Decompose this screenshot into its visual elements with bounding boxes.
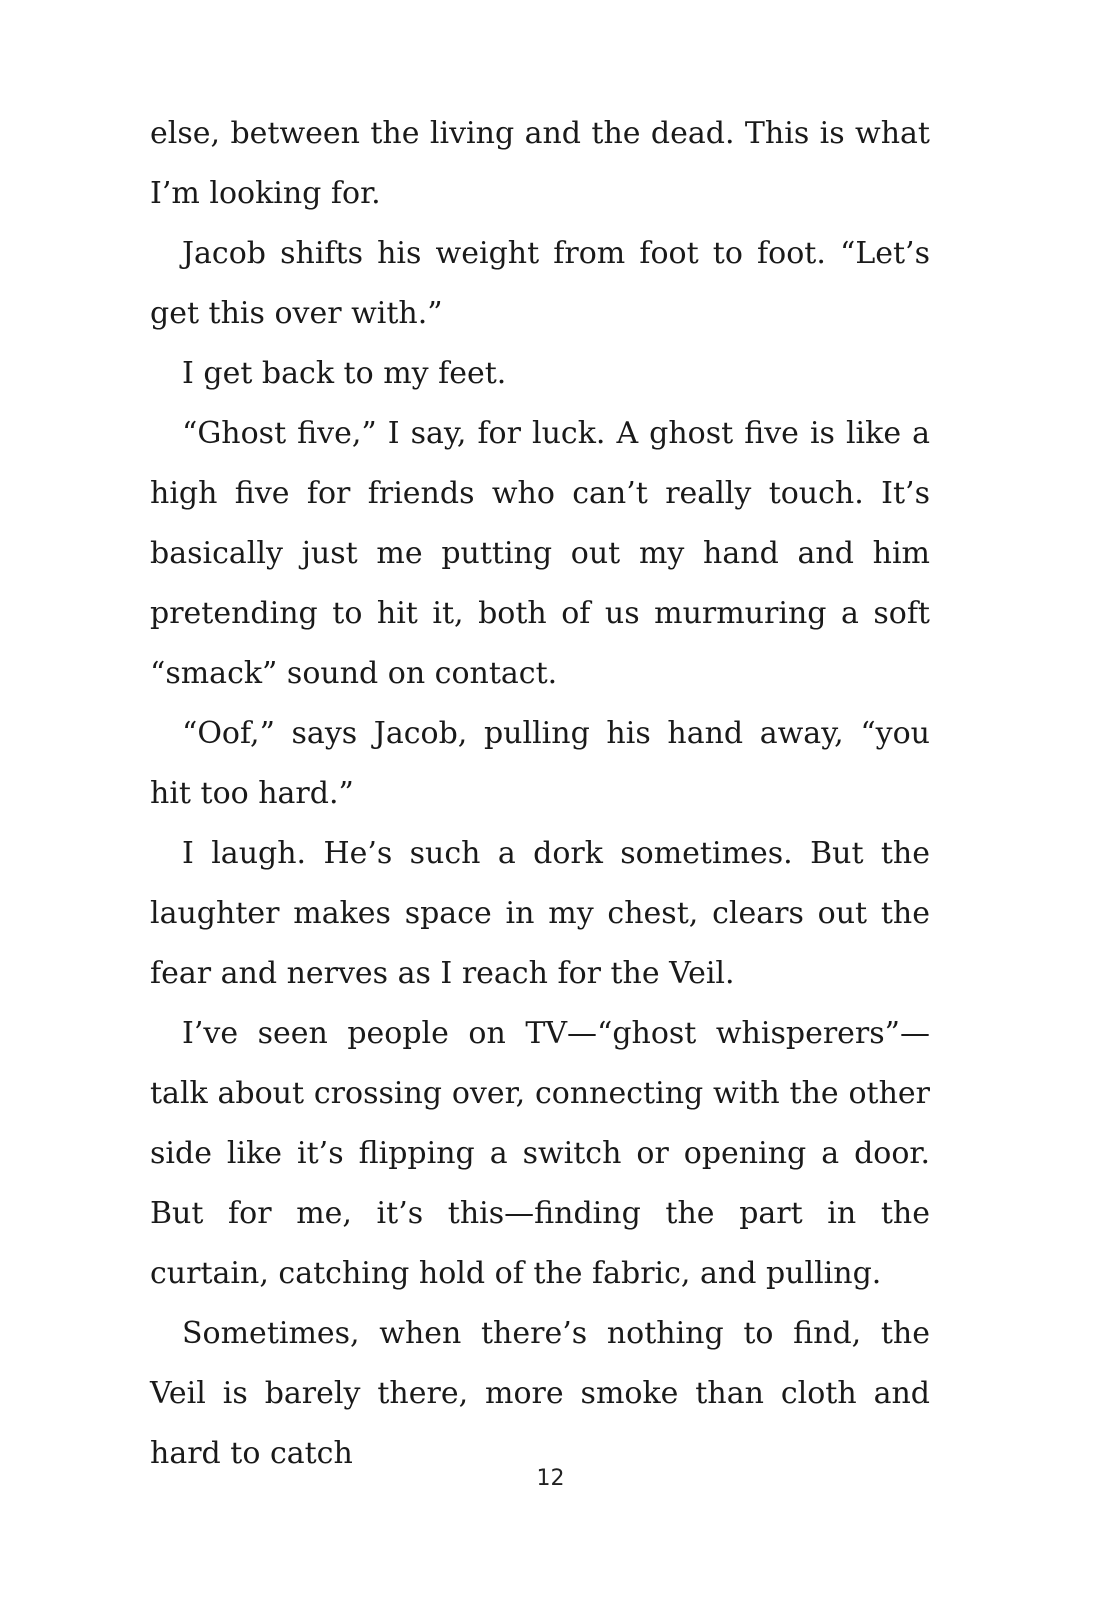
page-number: 12 (536, 1466, 565, 1491)
paragraph-6: I laugh. He’s such a dork sometimes. But the laughter makes space in my chest, clears out the fear and nerves as I reach for the Veil. (150, 836, 930, 991)
body-text (150, 104, 930, 1484)
paragraph-7: I’ve seen people on TV—“ghost whisperers”—talk about crossing over, connecting with the other side like it’s flipping a switch or opening a door. But for me, it’s this—finding the part in the curtain, catching hold of the fabric, and pulling. (150, 1016, 930, 1291)
paragraph-8: Sometimes, when there’s nothing to find, the Veil is barely there, more smoke than cloth and hard to catch (150, 1316, 930, 1471)
paragraph-2: Jacob shifts his weight from foot to foot. “Let’s get this over with.” (150, 236, 930, 331)
paragraph-5: “Oof,” says Jacob, pulling his hand away, “you hit too hard.” (150, 716, 930, 811)
paragraph-4: “Ghost five,” I say, for luck. A ghost five is like a high five for friends who can’t really touch. It’s basically just me putting out my hand and him pretending to hit it, both of us murmuring a soft “smack” sound on contact. (150, 416, 930, 691)
paragraph-1: else, between the living and the dead. This is what I’m looking for. (150, 116, 930, 211)
paragraph-3: I get back to my feet. (182, 356, 507, 391)
